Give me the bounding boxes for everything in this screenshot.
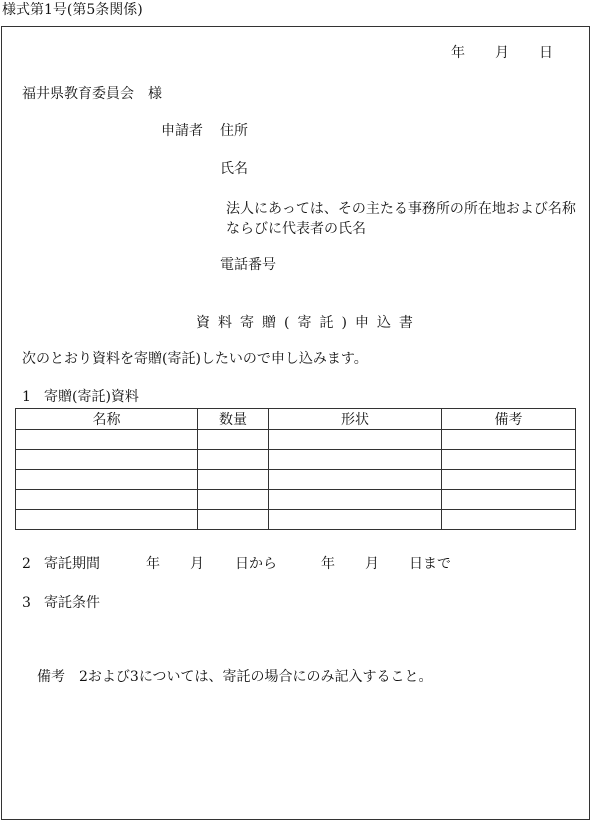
cell-name[interactable]: [16, 490, 198, 510]
cell-quantity[interactable]: [198, 430, 269, 450]
cell-remarks[interactable]: [442, 510, 576, 530]
remarks-text: 2および3については、寄託の場合にのみ記入すること。: [79, 669, 433, 685]
column-header-shape: 形状: [269, 409, 442, 430]
cell-quantity[interactable]: [198, 470, 269, 490]
table-header-row: [16, 409, 576, 430]
column-header-remarks: 備考: [442, 409, 576, 430]
section1-title: 寄贈(寄託)資料: [44, 389, 139, 405]
cell-quantity[interactable]: [198, 510, 269, 530]
cell-remarks[interactable]: [442, 430, 576, 450]
cell-name[interactable]: [16, 510, 198, 530]
table-row: [16, 490, 576, 510]
corporate-note: 法人にあっては、その主たる事務所の所在地および名称ならびに代表者の氏名: [226, 201, 576, 237]
cell-name[interactable]: [16, 430, 198, 450]
cell-remarks[interactable]: [442, 490, 576, 510]
cell-shape[interactable]: [269, 510, 442, 530]
section2-number: 2: [22, 556, 31, 572]
column-header-name: 名称: [16, 409, 198, 430]
cell-shape[interactable]: [269, 450, 442, 470]
table-row: [16, 450, 576, 470]
table-row: [16, 430, 576, 450]
cell-remarks[interactable]: [442, 470, 576, 490]
section1-number: 1: [22, 389, 31, 405]
applicant-address-label: 住所: [220, 123, 248, 139]
section3-title: 寄託条件: [44, 595, 100, 611]
period-to-year: 年: [321, 556, 335, 572]
period-from-month: 月: [190, 556, 204, 572]
applicant-role-label: 申請者: [161, 123, 203, 139]
period-from-year: 年: [146, 556, 160, 572]
period-to-month: 月: [365, 556, 379, 572]
addressee: 福井県教育委員会 様: [22, 86, 162, 102]
cell-name[interactable]: [16, 470, 198, 490]
form-number: 様式第1号(第5条関係): [2, 2, 143, 18]
cell-quantity[interactable]: [198, 490, 269, 510]
cell-remarks[interactable]: [442, 450, 576, 470]
table-row: [16, 470, 576, 490]
applicant-name-label: 氏名: [220, 161, 248, 177]
cell-quantity[interactable]: [198, 450, 269, 470]
document-title: 資料寄贈(寄託)申込書: [196, 315, 421, 331]
date-line: [451, 46, 553, 60]
section2-title: 寄託期間: [44, 556, 100, 572]
cell-shape[interactable]: [269, 490, 442, 510]
cell-shape[interactable]: [269, 470, 442, 490]
cell-shape[interactable]: [269, 430, 442, 450]
cell-name[interactable]: [16, 450, 198, 470]
date-day-label: 日: [539, 45, 553, 61]
period-from-day: 日から: [235, 556, 277, 572]
applicant-phone-label: 電話番号: [220, 257, 276, 273]
section3-number: 3: [22, 595, 31, 611]
date-year-label: 年: [451, 45, 465, 61]
items-table: [15, 408, 576, 530]
intro-text: 次のとおり資料を寄贈(寄託)したいので申し込みます。: [22, 351, 368, 367]
column-header-quantity: 数量: [198, 409, 269, 430]
date-month-label: 月: [495, 45, 509, 61]
period-to-day: 日まで: [409, 556, 451, 572]
remarks-label: 備考: [37, 669, 65, 685]
table-row: [16, 510, 576, 530]
